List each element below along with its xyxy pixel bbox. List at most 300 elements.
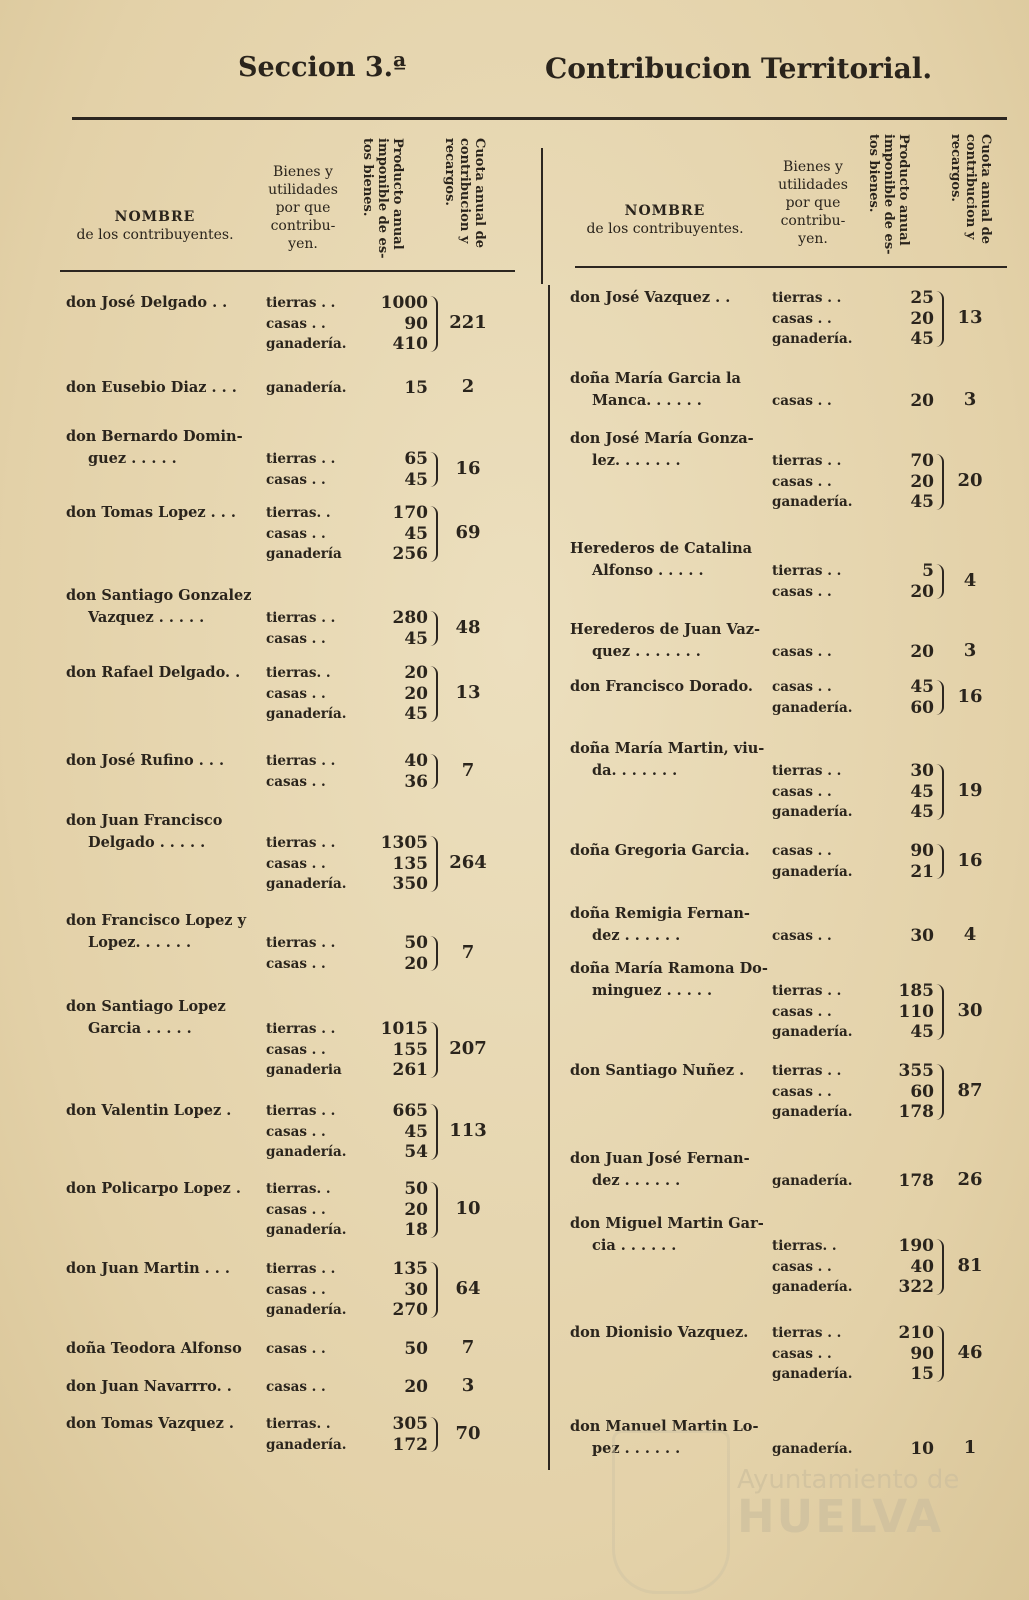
taxpayer-name-line: Alfonso . . . . . — [592, 562, 704, 579]
product-value: 20 — [404, 683, 428, 704]
product-value: 15 — [910, 1364, 934, 1384]
product-value: 40 — [910, 1256, 934, 1277]
taxpayer-name — [570, 287, 730, 309]
property-type: casas . . — [266, 1341, 326, 1357]
product-value: 261 — [392, 1060, 428, 1080]
grouping-brace — [430, 666, 438, 722]
product-value: 45 — [910, 677, 934, 697]
product-value: 20 — [910, 308, 934, 329]
product-value: 90 — [404, 313, 428, 334]
taxpayer-name-line: Herederos de Juan Vaz- — [570, 621, 761, 638]
taxpayer-name-line: minguez . . . . . — [592, 982, 713, 999]
property-type: casas . . — [772, 393, 832, 409]
product-value: 665 — [392, 1101, 428, 1121]
grouping-brace — [936, 1326, 944, 1382]
product-value: 170 — [392, 503, 428, 523]
property-type: casas . . — [772, 583, 832, 600]
right-name-header: NOMBRE de los contribuyentes. — [586, 203, 744, 237]
taxpayer-name-line: quez . . . . . . . — [592, 643, 701, 660]
annual-quota: 221 — [449, 311, 487, 333]
property-type: tierras. . — [772, 1238, 837, 1254]
property-types — [772, 642, 832, 663]
grouping-brace — [936, 844, 944, 879]
grouping-brace — [430, 836, 438, 892]
product-values — [368, 1259, 428, 1321]
taxpayer-name-line: lez. . . . . . . — [592, 452, 681, 469]
property-types — [772, 761, 852, 823]
taxpayer-name — [570, 538, 752, 582]
annual-quota: 3 — [963, 389, 977, 411]
annual-quota: 30 — [957, 999, 983, 1021]
left-bienes-header: Bienes y utilidades por que contribu- yen. — [268, 164, 338, 252]
annual-quota: 48 — [455, 616, 481, 638]
product-value: 322 — [898, 1277, 934, 1297]
taxpayer-name-line: don Francisco Lopez y — [66, 912, 247, 929]
annual-quota: 4 — [963, 569, 977, 591]
product-value: 65 — [404, 449, 428, 469]
product-value: 21 — [910, 861, 934, 882]
annual-quota: 2 — [461, 376, 475, 398]
property-type: ganadería. — [772, 1173, 853, 1189]
property-type: tierras . . — [266, 451, 336, 467]
property-type: ganadería. — [266, 706, 347, 722]
product-value: 90 — [910, 1343, 934, 1364]
property-type: casas . . — [266, 1201, 326, 1218]
property-types — [266, 1101, 346, 1163]
taxpayer-name-line: don Tomas Lopez . . . — [66, 504, 236, 521]
property-type: tierras . . — [772, 563, 842, 579]
page-title: Contribucion Territorial. — [545, 52, 933, 85]
product-value: 178 — [898, 1171, 934, 1191]
annual-quota: 70 — [455, 1422, 481, 1444]
column-divider — [548, 285, 550, 1470]
property-type: ganadería. — [266, 380, 347, 396]
product-value: 60 — [910, 697, 934, 718]
property-types — [772, 677, 852, 718]
taxpayer-name-line: don Miguel Martin Gar- — [570, 1215, 764, 1232]
taxpayer-name-line: doña María Ramona Do- — [570, 960, 768, 977]
left-table-body — [66, 0, 516, 1600]
property-types — [772, 288, 852, 350]
annual-quota: 207 — [449, 1037, 487, 1059]
product-values — [368, 1414, 428, 1455]
property-type: ganadería. — [266, 1144, 347, 1160]
property-type: ganadería — [266, 546, 342, 562]
property-type: tierras . . — [266, 1103, 336, 1119]
property-type: casas . . — [266, 315, 326, 332]
product-value: 20 — [910, 391, 934, 411]
product-value: 1000 — [380, 293, 428, 313]
taxpayer-name-line: don José Vazquez . . — [570, 289, 731, 306]
product-value: 20 — [910, 581, 934, 602]
taxpayer-name-line: dez . . . . . . — [592, 1172, 681, 1189]
property-type: ganadería. — [772, 1279, 853, 1295]
taxpayer-name — [570, 676, 753, 698]
product-value: 190 — [898, 1236, 934, 1256]
property-types — [266, 1019, 342, 1081]
grouping-brace — [936, 564, 944, 599]
annual-quota: 7 — [461, 759, 475, 781]
left-producto-header: Producto anual imponible de es- tos bienes. — [360, 138, 405, 259]
grouping-brace — [430, 452, 438, 487]
annual-quota: 7 — [461, 1337, 475, 1359]
product-value: 45 — [404, 1121, 428, 1142]
product-values — [368, 608, 428, 649]
product-value: 45 — [910, 492, 934, 512]
product-values — [368, 751, 428, 792]
property-type: tierras. . — [266, 665, 331, 681]
product-values — [874, 561, 934, 602]
product-values — [874, 677, 934, 718]
taxpayer-name-line: Delgado . . . . . — [88, 834, 206, 851]
product-value: 135 — [392, 1259, 428, 1279]
product-values — [874, 642, 934, 663]
product-value: 280 — [392, 608, 428, 628]
annual-quota: 4 — [963, 924, 977, 946]
section-heading: Seccion 3.ª — [238, 52, 407, 83]
taxpayer-name-line: don Juan Francisco — [66, 812, 223, 829]
right-producto-header: Producto anual imponible de es- tos bienes. — [866, 134, 911, 255]
annual-quota: 113 — [449, 1119, 487, 1141]
taxpayer-name — [66, 1258, 230, 1280]
left-name-header: NOMBRE de los contribuyentes. — [76, 209, 234, 243]
grouping-brace — [430, 611, 438, 646]
annual-quota: 13 — [455, 681, 481, 703]
product-value: 355 — [898, 1061, 934, 1081]
huelva-crest-watermark — [612, 1430, 730, 1594]
taxpayer-name-line: don José Rufino . . . — [66, 752, 225, 769]
annual-quota: 87 — [957, 1079, 983, 1101]
taxpayer-name-line: don Santiago Gonzalez — [66, 587, 252, 604]
product-values — [368, 833, 428, 895]
taxpayer-name — [66, 810, 222, 854]
property-type: casas . . — [266, 471, 326, 488]
watermark-line2: HUELVA — [737, 1490, 944, 1543]
product-values — [874, 926, 934, 947]
property-types — [772, 1439, 852, 1460]
annual-quota: 64 — [455, 1277, 481, 1299]
product-value: 15 — [404, 378, 428, 398]
product-value: 30 — [910, 761, 934, 781]
taxpayer-name — [66, 377, 237, 399]
taxpayer-name — [570, 1213, 764, 1257]
product-values — [874, 288, 934, 350]
taxpayer-name-line: don Santiago Nuñez . — [570, 1062, 745, 1079]
product-values — [368, 449, 428, 490]
property-type: casas . . — [772, 783, 832, 800]
taxpayer-name-line: doña María Martin, viu- — [570, 740, 765, 757]
product-values — [368, 1377, 428, 1398]
property-type: casas . . — [772, 644, 832, 660]
product-value: 90 — [910, 841, 934, 861]
taxpayer-name — [570, 1060, 744, 1082]
property-type: tierras . . — [772, 453, 842, 469]
taxpayer-name-line: don Dionisio Vazquez. — [570, 1324, 749, 1341]
taxpayer-name-line: da. . . . . . . — [592, 762, 678, 779]
taxpayer-name-line: dez . . . . . . — [592, 927, 681, 944]
taxpayer-name — [570, 1148, 750, 1192]
product-value: 45 — [910, 329, 934, 349]
watermark-line1: Ayuntamiento de — [737, 1465, 960, 1495]
product-value: 5 — [922, 561, 934, 581]
product-value: 50 — [404, 1339, 428, 1359]
property-type: ganaderia — [266, 1062, 342, 1078]
grouping-brace — [430, 1182, 438, 1238]
property-types — [772, 451, 852, 513]
product-value: 1015 — [380, 1019, 428, 1039]
property-type: ganadería. — [772, 1441, 853, 1457]
property-types — [266, 1179, 346, 1241]
annual-quota: 7 — [461, 941, 475, 963]
property-types — [266, 449, 335, 490]
property-type: casas . . — [266, 685, 326, 702]
annual-quota: 46 — [957, 1341, 983, 1363]
property-types — [266, 933, 335, 974]
product-values — [368, 1179, 428, 1241]
taxpayer-name — [66, 1338, 242, 1360]
grouping-brace — [430, 754, 438, 789]
taxpayer-name-line: don Santiago Lopez — [66, 998, 226, 1015]
product-value: 40 — [404, 751, 428, 771]
property-type: casas . . — [266, 630, 326, 647]
product-value: 50 — [404, 1179, 428, 1199]
taxpayer-name-line: cia . . . . . . — [592, 1237, 677, 1254]
property-type: tierras . . — [266, 753, 336, 769]
taxpayer-name — [570, 840, 750, 862]
property-type: tierras . . — [772, 1063, 842, 1079]
grouping-brace — [430, 936, 438, 971]
property-type: ganadería. — [772, 1024, 853, 1040]
property-type: casas . . — [772, 679, 832, 695]
product-value: 45 — [404, 628, 428, 649]
grouping-brace — [936, 764, 944, 820]
property-types — [772, 1171, 852, 1192]
taxpayer-name — [66, 1413, 234, 1435]
property-type: tierras . . — [266, 1021, 336, 1037]
property-type: casas . . — [772, 1258, 832, 1275]
property-types — [266, 378, 346, 399]
property-type: casas . . — [772, 1345, 832, 1362]
property-type: tierras . . — [266, 295, 336, 311]
product-value: 110 — [898, 1001, 934, 1022]
product-values — [874, 1171, 934, 1192]
product-values — [368, 378, 428, 399]
grouping-brace — [936, 1064, 944, 1120]
product-values — [368, 1019, 428, 1081]
product-value: 20 — [404, 663, 428, 683]
product-value: 172 — [392, 1434, 428, 1455]
product-value: 30 — [404, 1279, 428, 1300]
product-value: 20 — [910, 642, 934, 662]
product-value: 54 — [404, 1142, 428, 1162]
taxpayer-name-line: don Juan Martin . . . — [66, 1260, 230, 1277]
property-type: ganadería. — [772, 1366, 853, 1382]
property-type: casas . . — [772, 310, 832, 327]
property-types — [266, 1377, 326, 1398]
product-value: 20 — [404, 1199, 428, 1220]
property-types — [266, 751, 335, 792]
annual-quota: 3 — [461, 1375, 475, 1397]
product-value: 25 — [910, 288, 934, 308]
product-value: 410 — [392, 334, 428, 354]
property-types — [772, 1323, 852, 1385]
annual-quota: 16 — [957, 849, 983, 871]
property-type: tierras . . — [772, 1325, 842, 1341]
property-type: casas . . — [772, 928, 832, 944]
taxpayer-name-line: Vazquez . . . . . — [88, 609, 205, 626]
taxpayer-name — [570, 368, 741, 412]
property-types — [772, 926, 832, 947]
taxpayer-name — [66, 910, 246, 954]
property-type: tierras. . — [266, 505, 331, 521]
property-type: casas . . — [266, 1281, 326, 1298]
product-values — [874, 391, 934, 412]
taxpayer-name — [66, 1376, 232, 1398]
property-types — [266, 1259, 346, 1321]
product-values — [368, 933, 428, 974]
grouping-brace — [936, 680, 944, 715]
product-value: 20 — [404, 953, 428, 974]
taxpayer-name — [66, 292, 227, 314]
annual-quota: 26 — [957, 1169, 983, 1191]
taxpayer-name-line: don Policarpo Lopez . — [66, 1180, 241, 1197]
property-type: casas . . — [266, 955, 326, 972]
property-type: ganadería. — [772, 863, 853, 880]
grouping-brace — [430, 506, 438, 562]
taxpayer-name — [66, 502, 236, 524]
annual-quota: 264 — [449, 851, 487, 873]
property-type: casas . . — [266, 525, 326, 542]
product-value: 18 — [404, 1220, 428, 1240]
product-value: 60 — [910, 1081, 934, 1102]
property-type: casas . . — [266, 855, 326, 872]
taxpayer-name-line: don Eusebio Diaz . . . — [66, 379, 237, 396]
product-value: 20 — [910, 471, 934, 492]
product-value: 30 — [910, 926, 934, 946]
product-values — [874, 1236, 934, 1298]
taxpayer-name-line: doña Remigia Fernan- — [570, 905, 750, 922]
annual-quota: 20 — [957, 469, 983, 491]
taxpayer-name — [570, 1322, 748, 1344]
taxpayer-name-line: Lopez. . . . . . — [88, 934, 191, 951]
taxpayer-name — [66, 996, 226, 1040]
property-types — [772, 561, 841, 602]
product-value: 1305 — [380, 833, 428, 853]
product-value: 10 — [910, 1439, 934, 1459]
property-type: casas . . — [266, 1123, 326, 1140]
grouping-brace — [936, 1239, 944, 1295]
product-values — [874, 761, 934, 823]
grouping-brace — [936, 454, 944, 510]
taxpayer-name — [66, 585, 251, 629]
grouping-brace — [430, 1262, 438, 1318]
product-value: 36 — [404, 771, 428, 792]
left-cuota-header: Cuota anual de contribucion y recargos. — [442, 138, 487, 248]
product-value: 256 — [392, 544, 428, 564]
taxpayer-name-line: pez . . . . . . — [592, 1440, 681, 1457]
property-type: ganadería. — [772, 1104, 853, 1120]
product-value: 305 — [392, 1414, 428, 1434]
product-value: 45 — [404, 704, 428, 724]
taxpayer-name — [66, 1178, 241, 1200]
property-type: tierras. . — [266, 1416, 331, 1432]
property-type: tierras . . — [772, 983, 842, 999]
property-type: tierras . . — [266, 610, 336, 626]
property-type: casas . . — [772, 843, 832, 859]
product-value: 45 — [910, 802, 934, 822]
taxpayer-name-line: guez . . . . . — [88, 450, 177, 467]
property-types — [772, 391, 832, 412]
grouping-brace — [430, 296, 438, 352]
annual-quota: 16 — [455, 457, 481, 479]
taxpayer-name-line: don Bernardo Domin- — [66, 428, 243, 445]
taxpayer-name — [570, 903, 750, 947]
property-types — [772, 841, 852, 882]
annual-quota: 1 — [963, 1437, 977, 1459]
product-values — [874, 1439, 934, 1460]
property-type: casas . . — [266, 773, 326, 790]
taxpayer-name — [66, 662, 240, 684]
property-types — [266, 608, 335, 649]
taxpayer-name-line: don Rafael Delgado. . — [66, 664, 241, 681]
grouping-brace — [936, 984, 944, 1040]
annual-quota: 16 — [957, 685, 983, 707]
property-types — [266, 503, 342, 565]
grouping-brace — [430, 1022, 438, 1078]
taxpayer-name-line: don Juan José Fernan- — [570, 1150, 750, 1167]
product-values — [368, 1339, 428, 1360]
grouping-brace — [430, 1417, 438, 1452]
right-cuota-header: Cuota anual de contribucion y recargos. — [948, 134, 993, 244]
taxpayer-name-line: don Valentin Lopez . — [66, 1102, 232, 1119]
property-type: casas . . — [772, 1003, 832, 1020]
annual-quota: 81 — [957, 1254, 983, 1276]
taxpayer-name-line: don José María Gonza- — [570, 430, 754, 447]
taxpayer-name-line: Manca. . . . . . — [592, 392, 702, 409]
property-type: ganadería. — [266, 336, 347, 352]
property-type: ganadería. — [772, 494, 853, 510]
annual-quota: 13 — [957, 306, 983, 328]
product-values — [368, 1101, 428, 1163]
taxpayer-name — [570, 428, 754, 472]
property-type: ganadería. — [266, 1436, 347, 1453]
product-value: 210 — [898, 1323, 934, 1343]
property-type: ganadería. — [772, 804, 853, 820]
taxpayer-name-line: Garcia . . . . . — [88, 1020, 192, 1037]
taxpayer-name-line: don José Delgado . . — [66, 294, 228, 311]
taxpayer-name-line: Herederos de Catalina — [570, 540, 753, 557]
property-types — [266, 1339, 326, 1360]
property-type: ganadería. — [266, 1222, 347, 1238]
taxpayer-name-line: don Tomas Vazquez . — [66, 1415, 234, 1432]
product-value: 45 — [910, 781, 934, 802]
product-values — [368, 503, 428, 565]
property-type: ganadería. — [266, 876, 347, 892]
product-value: 185 — [898, 981, 934, 1001]
product-value: 45 — [910, 1022, 934, 1042]
product-values — [874, 1323, 934, 1385]
taxpayer-name-line: doña Teodora Alfonso — [66, 1340, 242, 1357]
product-values — [368, 663, 428, 725]
product-values — [874, 1061, 934, 1123]
product-value: 270 — [392, 1300, 428, 1320]
property-type: casas . . — [772, 1083, 832, 1100]
property-type: tierras . . — [772, 290, 842, 306]
property-types — [266, 833, 346, 895]
property-type: casas . . — [772, 473, 832, 490]
product-value: 350 — [392, 874, 428, 894]
product-value: 45 — [404, 469, 428, 490]
